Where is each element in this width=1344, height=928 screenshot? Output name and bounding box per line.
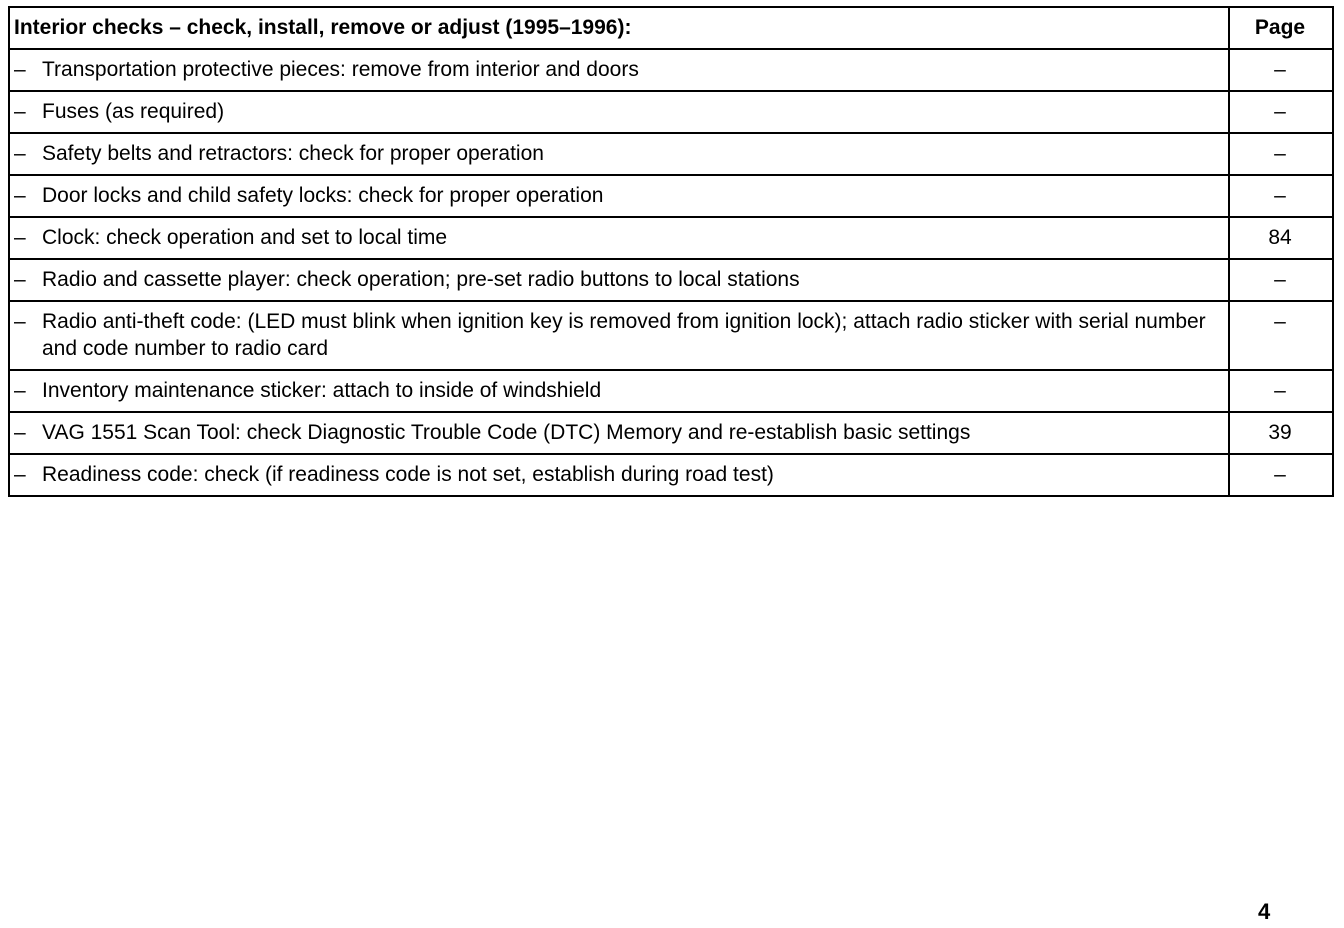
table-row xyxy=(9,370,1333,412)
check-item-text: Safety belts and retractors: check for proper operation xyxy=(42,142,544,165)
bullet-dash: – xyxy=(14,268,26,291)
interior-checks-table xyxy=(8,6,1334,497)
table-title: Interior checks – check, install, remove or adjust (1995–1996): xyxy=(9,7,1229,49)
row-description xyxy=(9,217,1229,259)
bullet-dash: – xyxy=(14,379,26,402)
table-row xyxy=(9,175,1333,217)
row-page-ref: – xyxy=(1229,259,1333,301)
bullet-dash: – xyxy=(14,100,26,123)
check-item-text: Door locks and child safety locks: check for proper operation xyxy=(42,184,604,207)
table-header-row xyxy=(9,7,1333,49)
row-description xyxy=(9,301,1229,370)
row-description xyxy=(9,91,1229,133)
row-page-ref: 39 xyxy=(1229,412,1333,454)
row-description xyxy=(9,412,1229,454)
bullet-dash: – xyxy=(14,184,26,207)
table-row xyxy=(9,91,1333,133)
bullet-dash: – xyxy=(14,226,26,249)
bullet-dash: – xyxy=(14,142,26,165)
table-row xyxy=(9,259,1333,301)
bullet-dash: – xyxy=(14,58,26,81)
bullet-dash: – xyxy=(14,310,26,333)
row-page-ref: – xyxy=(1229,175,1333,217)
table-row xyxy=(9,217,1333,259)
check-item-text: Radio anti-theft code: (LED must blink when ignition key is removed from ignition lock); attach radio sticker with serial number and code number to radio card xyxy=(42,310,1206,360)
bullet-dash: – xyxy=(14,421,26,444)
row-page-ref: – xyxy=(1229,133,1333,175)
row-page-ref: – xyxy=(1229,370,1333,412)
page-number: 4 xyxy=(1258,899,1271,924)
page-column-header: Page xyxy=(1229,7,1333,49)
check-item-text: Fuses (as required) xyxy=(42,100,225,123)
table-row xyxy=(9,412,1333,454)
row-page-ref: – xyxy=(1229,454,1333,496)
check-item-text: VAG 1551 Scan Tool: check Diagnostic Trouble Code (DTC) Memory and re-establish basic settings xyxy=(42,421,971,444)
check-item-text: Inventory maintenance sticker: attach to inside of windshield xyxy=(42,379,602,402)
row-page-ref: – xyxy=(1229,49,1333,91)
row-page-ref: 84 xyxy=(1229,217,1333,259)
check-item-text: Radio and cassette player: check operation; pre-set radio buttons to local stations xyxy=(42,268,800,291)
row-description xyxy=(9,133,1229,175)
check-item-text: Clock: check operation and set to local time xyxy=(42,226,448,249)
check-item-text: Readiness code: check (if readiness code is not set, establish during road test) xyxy=(42,463,774,486)
row-description xyxy=(9,454,1229,496)
bullet-dash: – xyxy=(14,463,26,486)
table-row xyxy=(9,301,1333,370)
table-row xyxy=(9,133,1333,175)
row-description xyxy=(9,259,1229,301)
row-description xyxy=(9,49,1229,91)
row-description xyxy=(9,370,1229,412)
table-row xyxy=(9,454,1333,496)
table-row xyxy=(9,49,1333,91)
row-description xyxy=(9,175,1229,217)
check-item-text: Transportation protective pieces: remove from interior and doors xyxy=(42,58,639,81)
row-page-ref: – xyxy=(1229,91,1333,133)
row-page-ref: – xyxy=(1229,301,1333,370)
